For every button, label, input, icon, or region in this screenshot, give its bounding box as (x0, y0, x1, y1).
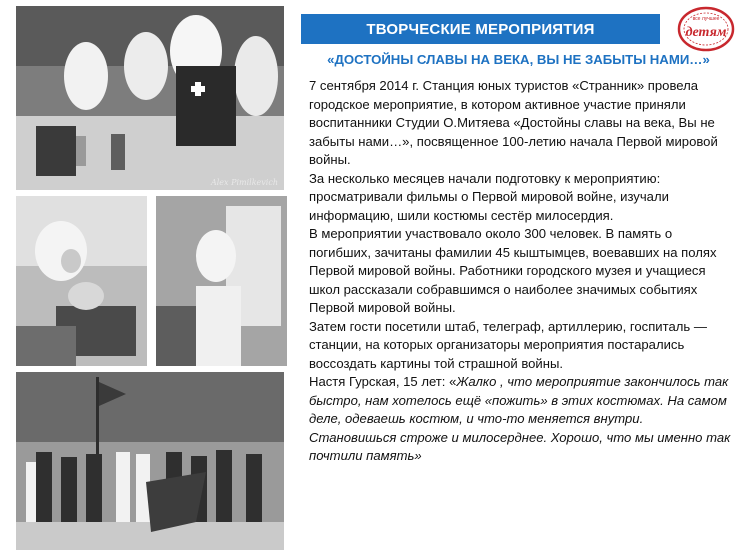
photo-wounded-soldier (16, 196, 147, 366)
logo-text: детям (685, 25, 727, 40)
photo-nurse-window (156, 196, 287, 366)
event-subtitle: «ДОСТОЙНЫ СЛАВЫ НА ВЕКА, ВЫ НЕ ЗАБЫТЫ НАМИ…» (327, 52, 710, 67)
logo-small-text: все лучшее (692, 16, 720, 22)
quote-lead: Настя Гурская, 15 лет: « (309, 374, 457, 389)
photo-nurses-lab (16, 6, 284, 190)
section-title: ТВОРЧЕСКИЕ МЕРОПРИЯТИЯ (366, 20, 595, 38)
brand-logo (677, 6, 735, 52)
photo-group (16, 372, 284, 550)
photo-nurse-window-image (156, 196, 287, 366)
photo-group-image (16, 372, 284, 550)
article-paragraph-1: 7 сентября 2014 г. Станция юных туристов «Странник» провела городское мероприятие, в котором активное участие приняли воспитанники Студии О.Митяева «Достойны славы на века, Вы не забыты нами…», посвященное 100-летию начала Первой мировой войны. (309, 78, 718, 167)
section-header-bar (301, 14, 660, 44)
article-paragraph-3: В мероприятии участвовало около 300 человек. В память о погибших, зачитаны фамилии 45 кыштымцев, воевавших на полях Первой мировой войны. Работники городского музея и учащиеся школ рассказали собравшимся о наиболее значимых событиях Первой мировой войны. (309, 226, 717, 315)
quote-text: Жалко , что мероприятие закончилось так быстро, нам хотелось ещё «пожить» в этих костюмах. На самом деле, одеваешь костюм, и что-то меняется внутри. Становишься строже и милосерднее. Хорошо, что мы именно так почтили память» (309, 374, 731, 463)
article-paragraph-4: Затем гости посетили штаб, телеграф, артиллерию, госпиталь — станции, на которых организаторы мероприятия постарались воссоздать картины той страшной войны. (309, 318, 707, 371)
article-paragraph-2: За несколько месяцев начали подготовку к мероприятию: просматривали фильмы о Первой мировой войне, изучали информацию, шили костюмы сестёр милосердия. (309, 170, 669, 223)
photo-credit: Alex Pimilkevich (210, 178, 278, 187)
logo-emblem-icon (677, 6, 735, 52)
photo-wounded-soldier-image (16, 196, 147, 366)
article-body (309, 77, 733, 466)
article-paragraph-5 (309, 373, 733, 466)
photo-nurses-lab-image (16, 6, 284, 190)
